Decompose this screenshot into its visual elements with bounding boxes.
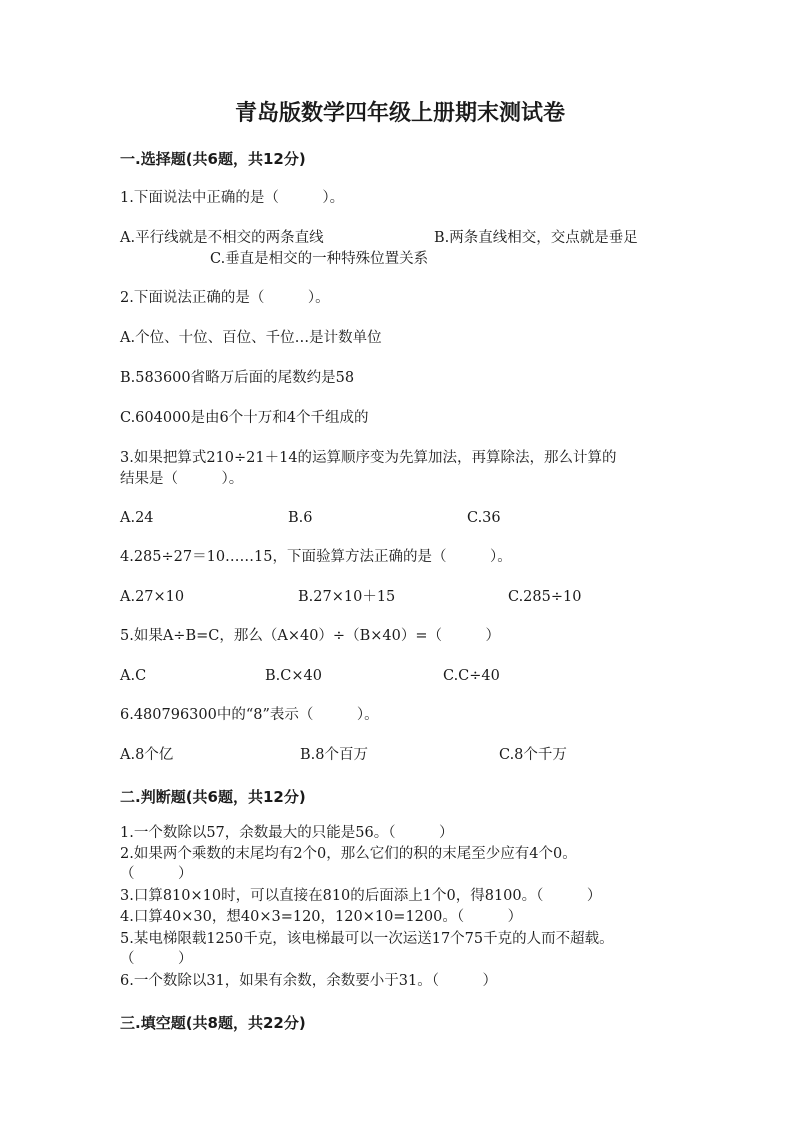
judgment-line-7: （ ） [120,951,193,967]
question-6-option-a: A.8个亿 [120,747,174,763]
judgment-line-5: 4.口算40×30，想40×3=120，120×10=1200。（ ） [120,909,523,925]
judgment-line-8: 6.一个数除以31，如果有余数，余数要小于31。（ ） [120,973,497,989]
question-4-option-b: B.27×10＋15 [298,589,396,605]
question-4-stem: 4.285÷27＝10……15，下面验算方法正确的是（ ）。 [120,549,512,565]
question-2-stem: 2.下面说法正确的是（ ）。 [120,290,330,306]
question-4-option-a: A.27×10 [120,589,185,605]
question-3-option-a: A.24 [120,510,154,526]
question-3-stem-line-2: 结果是（ ）。 [120,471,244,487]
judgment-line-2: 2.如果两个乘数的末尾均有2个0，那么它们的积的末尾至少应有4个0。 [120,846,577,862]
question-1-option-a: A.平行线就是不相交的两条直线 [120,230,324,246]
question-4-option-c: C.285÷10 [508,589,582,605]
question-3-option-c: C.36 [467,510,501,526]
judgment-line-3: （ ） [120,866,193,882]
question-5-stem: 5.如果A÷B=C，那么（A×40）÷（B×40）=（ ） [120,628,500,644]
section-heading-fill-in: 三.填空题(共8题，共22分) [120,1014,306,1032]
question-5-option-a: A.C [120,668,147,684]
question-2-option-a: A.个位、十位、百位、千位…是计数单位 [120,330,382,346]
question-2-option-c: C.604000是由6个十万和4个千组成的 [120,410,369,426]
question-3-stem-line-1: 3.如果把算式210÷21＋14的运算顺序变为先算加法，再算除法，那么计算的 [120,450,617,466]
section-heading-judgment: 二.判断题(共6题，共12分) [120,788,306,806]
question-6-option-c: C.8个千万 [499,747,567,763]
judgment-line-6: 5.某电梯限载1250千克，该电梯最可以一次运送17个75千克的人而不超载。 [120,931,614,947]
judgment-line-4: 3.口算810×10时，可以直接在810的后面添上1个0，得8100。（ ） [120,888,602,904]
page-title: 青岛版数学四年级上册期末测试卷 [234,101,565,126]
question-1-option-c: C.垂直是相交的一种特殊位置关系 [210,251,429,267]
question-1-option-b: B.两条直线相交，交点就是垂足 [434,230,638,246]
question-6-option-b: B.8个百万 [300,747,368,763]
judgment-line-1: 1.一个数除以57，余数最大的只能是56。（ ） [120,825,454,841]
question-5-option-c: C.C÷40 [443,668,500,684]
question-6-stem: 6.480796300中的“8”表示（ ）。 [120,707,379,723]
question-2-option-b: B.583600省略万后面的尾数约是58 [120,370,355,386]
question-3-option-b: B.6 [288,510,313,526]
question-5-option-b: B.C×40 [265,668,322,684]
question-1-stem: 1.下面说法中正确的是（ ）。 [120,190,345,206]
section-heading-choice: 一.选择题(共6题，共12分) [120,150,306,168]
